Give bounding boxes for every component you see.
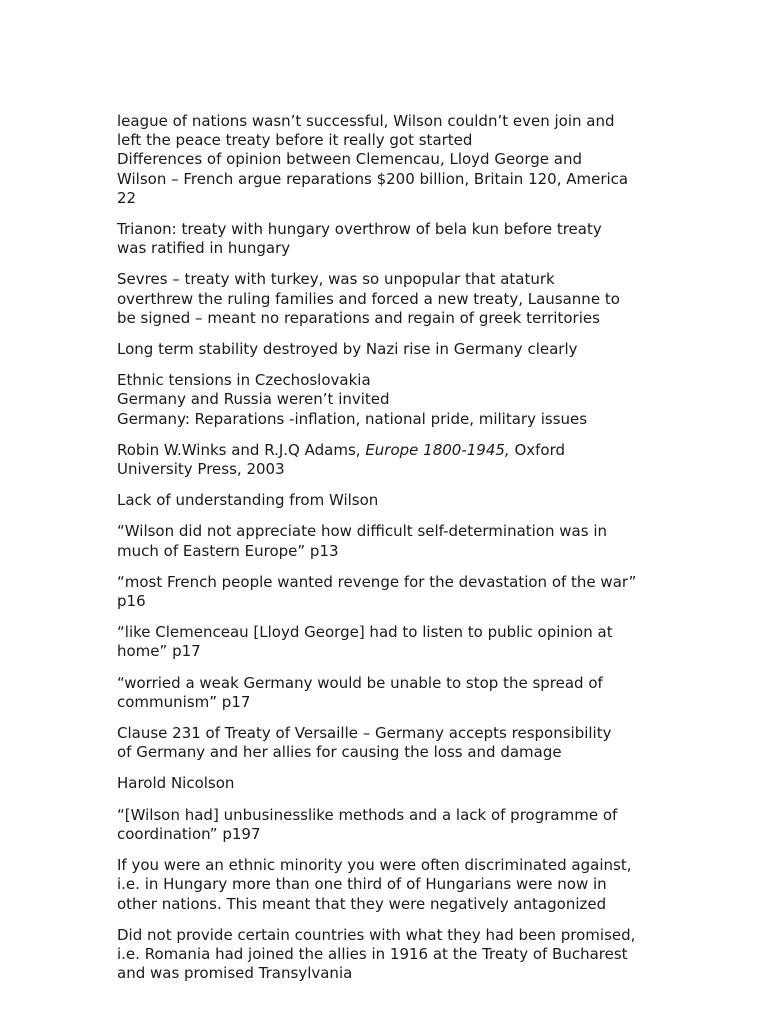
paragraph-lack-of-understanding [117, 491, 677, 510]
text-line: be signed – meant no reparations and regain of greek territories [117, 308, 600, 327]
text-line: Long term stability destroyed by Nazi rise in Germany clearly [117, 340, 578, 359]
paragraph-clause-231 [117, 724, 677, 762]
text-line: Harold Nicolson [117, 774, 235, 793]
text-line: Germany and Russia weren’t invited [117, 390, 390, 409]
paragraph-citation [117, 441, 677, 479]
citation-authors: Robin W.Winks and R.J.Q Adams, [117, 440, 366, 459]
paragraph-romania [117, 926, 677, 984]
text-line: coordination” p197 [117, 824, 261, 843]
text-line: Clause 231 of Treaty of Versaille – Germany accepts responsibility [117, 724, 612, 743]
quote-public-opinion [117, 623, 677, 661]
citation-publisher: Oxford [509, 440, 566, 459]
text-line: Germany: Reparations -inflation, national pride, military issues [117, 409, 588, 428]
paragraph-league-of-nations [117, 112, 677, 208]
paragraph-sevres [117, 270, 677, 328]
text-line: If you were an ethnic minority you were often discriminated against, [117, 856, 632, 875]
text-line: Trianon: treaty with hungary overthrow of bela kun before treaty [117, 220, 602, 239]
text-line: i.e. Romania had joined the allies in 1916 at the Treaty of Bucharest [117, 944, 628, 963]
text-line: league of nations wasn’t successful, Wilson couldn’t even join and [117, 112, 615, 130]
text-line: of Germany and her allies for causing the loss and damage [117, 743, 562, 762]
text-line: “[Wilson had] unbusinesslike methods and a lack of programme of [117, 805, 618, 824]
paragraph-harold-nicolson [117, 774, 677, 793]
quote-self-determination [117, 522, 677, 560]
quote-wilson-methods [117, 806, 677, 844]
text-line: Sevres – treaty with turkey, was so unpopular that ataturk [117, 270, 555, 289]
quote-french-revenge [117, 573, 677, 611]
text-line: home” p17 [117, 642, 201, 661]
text-line: 22 [117, 188, 137, 207]
text-line: i.e. in Hungary more than one third of of Hungarians were now in [117, 875, 607, 894]
paragraph-ethnic-minority [117, 856, 677, 914]
text-line: Wilson – French argue reparations $200 billion, Britain 120, America [117, 169, 629, 188]
text-line: “like Clemenceau [Lloyd George] had to listen to public opinion at [117, 623, 613, 642]
text-line: other nations. This meant that they were negatively antagonized [117, 894, 607, 913]
paragraph-long-term-stability [117, 340, 677, 359]
text-line: “most French people wanted revenge for the devastation of the war” [117, 572, 637, 591]
quote-communism [117, 674, 677, 712]
text-line: “worried a weak Germany would be unable to stop the spread of [117, 673, 603, 692]
text-line: communism” p17 [117, 692, 251, 711]
text-line: p16 [117, 592, 146, 611]
text-line: Lack of understanding from Wilson [117, 491, 379, 510]
text-line: overthrew the ruling families and forced a new treaty, Lausanne to [117, 289, 620, 308]
document-page [117, 112, 677, 995]
citation-line: University Press, 2003 [117, 460, 285, 479]
paragraph-trianon [117, 220, 677, 258]
paragraph-ethnic-tensions [117, 371, 677, 429]
text-line: Ethnic tensions in Czechoslovakia [117, 371, 371, 390]
text-line: left the peace treaty before it really got started [117, 131, 473, 150]
text-line: was ratified in hungary [117, 239, 291, 258]
text-line: and was promised Transylvania [117, 964, 353, 983]
text-line: “Wilson did not appreciate how difficult self-determination was in [117, 522, 607, 541]
citation-book-title: Europe 1800-1945, [365, 440, 510, 459]
text-line: much of Eastern Europe” p13 [117, 541, 339, 560]
text-line: Differences of opinion between Clemencau, Lloyd George and [117, 150, 582, 169]
text-line: Did not provide certain countries with what they had been promised, [117, 925, 636, 944]
citation-line [117, 441, 677, 460]
